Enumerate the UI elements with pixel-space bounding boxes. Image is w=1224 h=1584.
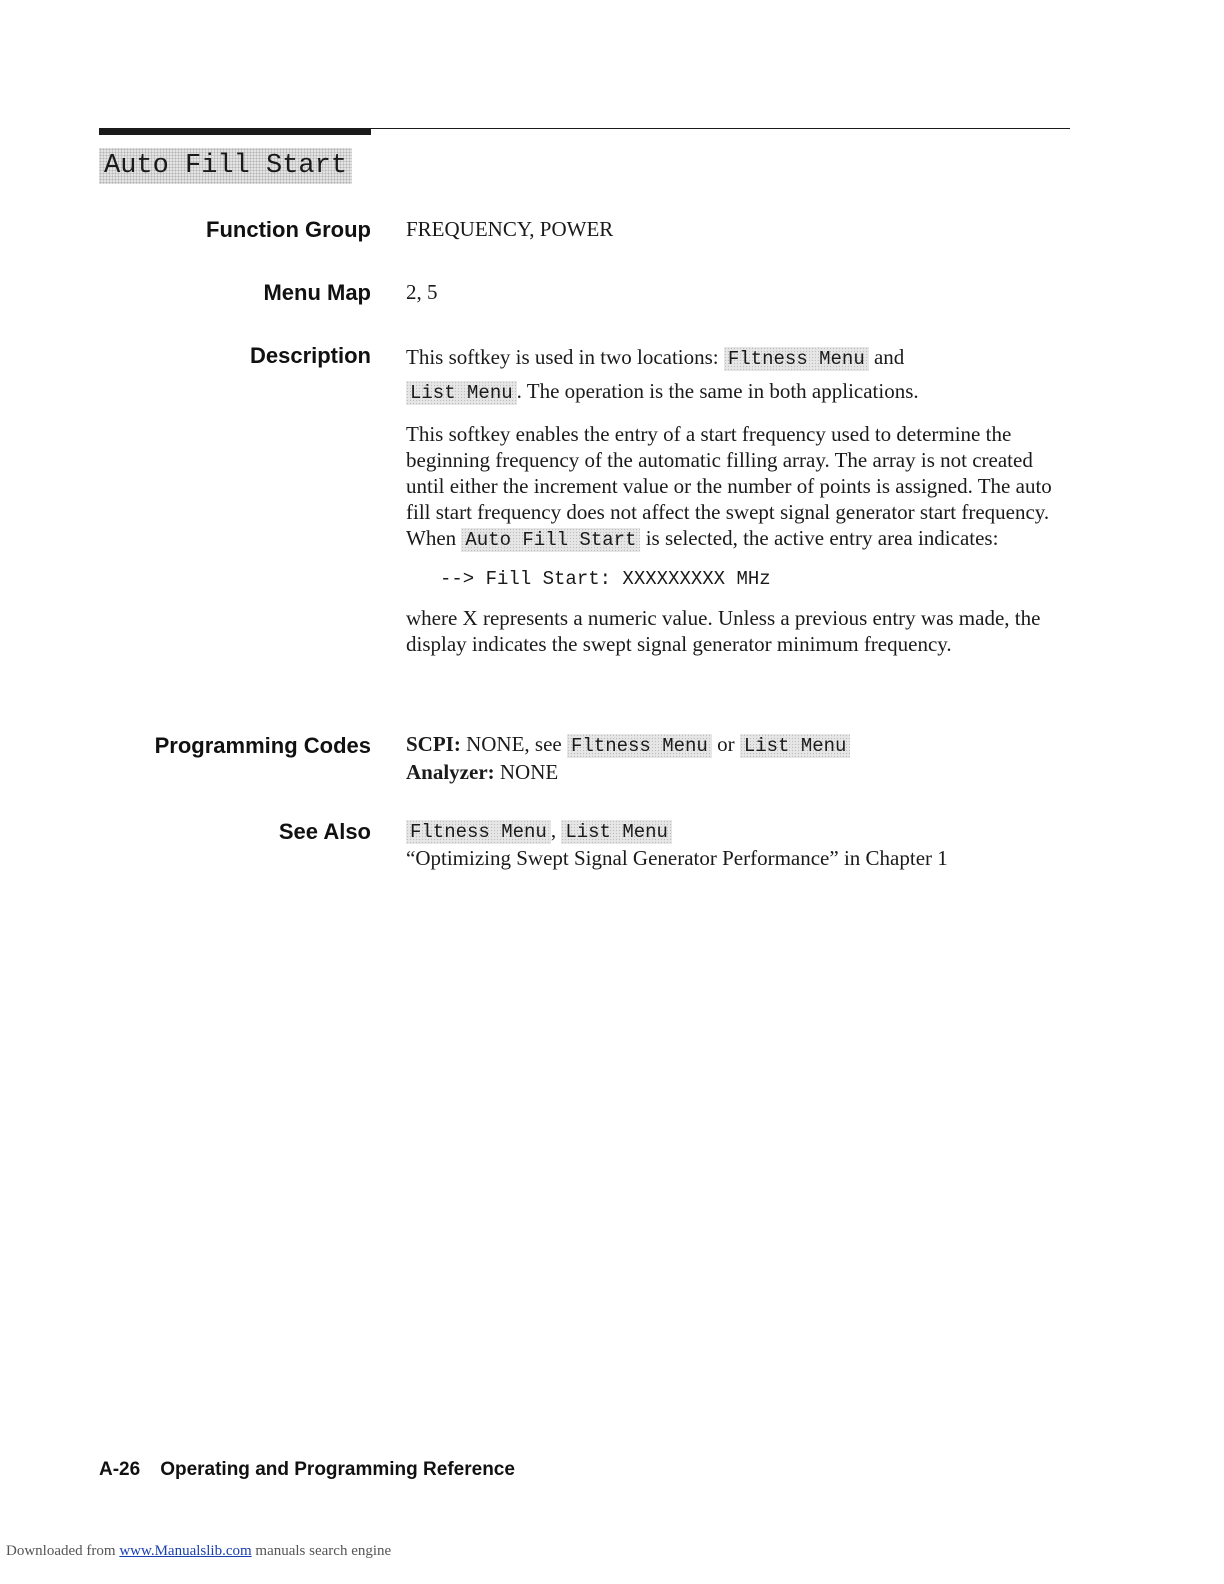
- analyzer-line: [406, 759, 1076, 785]
- programming-codes-label: Programming Codes: [154, 733, 371, 758]
- description-text: This softkey enables the entry of a start frequency used to determine the beginning frequency of the automatic filling array. The array is not created until either the increment value or the number of points is assigned. The auto fill start frequency does not affect the swept signal generator start frequency. When: [406, 422, 1052, 550]
- scpi-label: SCPI:: [406, 732, 461, 756]
- header-rule-bold: [99, 128, 371, 135]
- fltness-menu-softkey: Fltness Menu: [567, 734, 712, 758]
- auto-fill-start-softkey: Auto Fill Start: [461, 528, 640, 552]
- download-notice: [6, 1541, 391, 1561]
- description-body: [406, 341, 1076, 657]
- list-menu-softkey: List Menu: [561, 820, 672, 844]
- description-paragraph-3: where X represents a numeric value. Unless a previous entry was made, the display indicates the swept signal generator minimum frequency.: [406, 606, 1041, 656]
- fltness-menu-softkey: Fltness Menu: [724, 347, 869, 371]
- see-also-reference: “Optimizing Swept Signal Generator Performance” in Chapter 1: [406, 846, 948, 870]
- see-also-body: [406, 817, 1076, 871]
- active-entry-code: --> Fill Start: XXXXXXXXX MHz: [440, 568, 771, 590]
- description-paragraph-1: [406, 341, 1076, 409]
- page-title: Auto Fill Start: [99, 148, 352, 184]
- analyzer-label: Analyzer:: [406, 760, 495, 784]
- analyzer-text: NONE: [499, 760, 559, 784]
- footer-title: Operating and Programming Reference: [160, 1459, 515, 1480]
- description-text: is selected, the active entry area indicates:: [645, 526, 999, 550]
- scpi-line: [406, 731, 1076, 759]
- list-menu-softkey: List Menu: [406, 381, 517, 405]
- manualslib-link[interactable]: www.Manualslib.com: [119, 1543, 252, 1559]
- programming-codes-body: [406, 731, 1076, 785]
- download-prefix: Downloaded from: [6, 1543, 116, 1559]
- list-menu-softkey: List Menu: [740, 734, 851, 758]
- page-footer: [99, 1457, 515, 1483]
- scpi-text: or: [717, 732, 735, 756]
- page-number: A-26: [99, 1459, 141, 1480]
- menu-map-label: Menu Map: [263, 280, 371, 305]
- see-also-label: See Also: [278, 819, 371, 844]
- see-also-separator: ,: [550, 818, 557, 842]
- description-text: and: [873, 345, 905, 369]
- description-text: . The operation is the same in both applications.: [516, 379, 919, 403]
- description-paragraph-2: [406, 421, 1076, 553]
- description-label: Description: [249, 343, 371, 368]
- function-group-label: Function Group: [206, 217, 371, 242]
- function-group-value: FREQUENCY, POWER: [406, 217, 614, 241]
- fltness-menu-softkey: Fltness Menu: [406, 820, 551, 844]
- menu-map-value: 2, 5: [406, 280, 438, 304]
- download-suffix: manuals search engine: [255, 1543, 392, 1559]
- description-text: This softkey is used in two locations:: [406, 345, 719, 369]
- see-also-softkeys: [406, 817, 1076, 845]
- scpi-text: NONE, see: [466, 732, 562, 756]
